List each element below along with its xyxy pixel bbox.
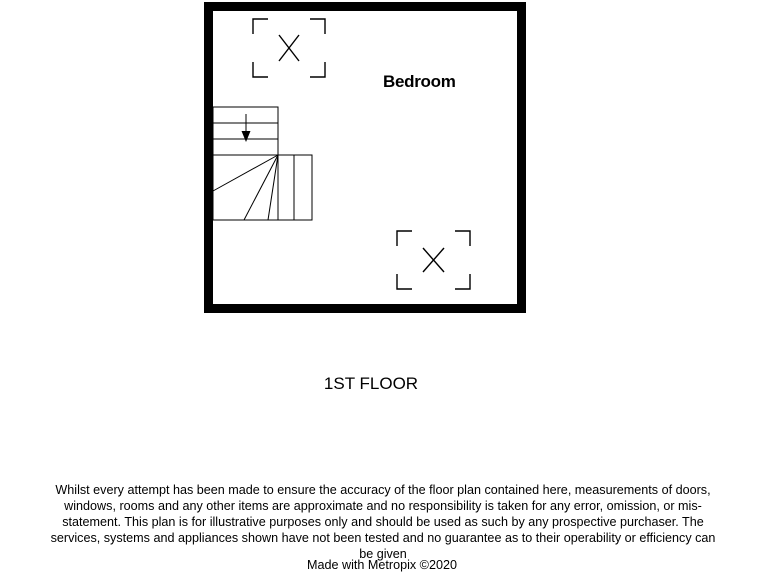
- down-arrow-icon: [242, 114, 251, 142]
- skylight-icon: [397, 231, 470, 289]
- credit-text: Made with Metropix ©2020: [307, 558, 457, 572]
- staircase-icon: [213, 107, 312, 220]
- skylight-icon: [253, 19, 325, 77]
- bedroom-walls: [209, 7, 522, 309]
- floor-label: 1ST FLOOR: [323, 374, 419, 393]
- disclaimer-text: Whilst every attempt has been made to ensure the accuracy of the floor plan contained here, measurements of doors, windows, rooms and any other items are approximate and no responsibility is taken for any error, omission, or mis-statement. This plan is for illustrative purposes only and should be used as such by any prospective purchaser. The services, systems and appliances shown have not been tested and no guarantee as to their operability or efficiency can be given: [50, 483, 716, 561]
- room-label-bedroom: Bedroom: [383, 72, 456, 91]
